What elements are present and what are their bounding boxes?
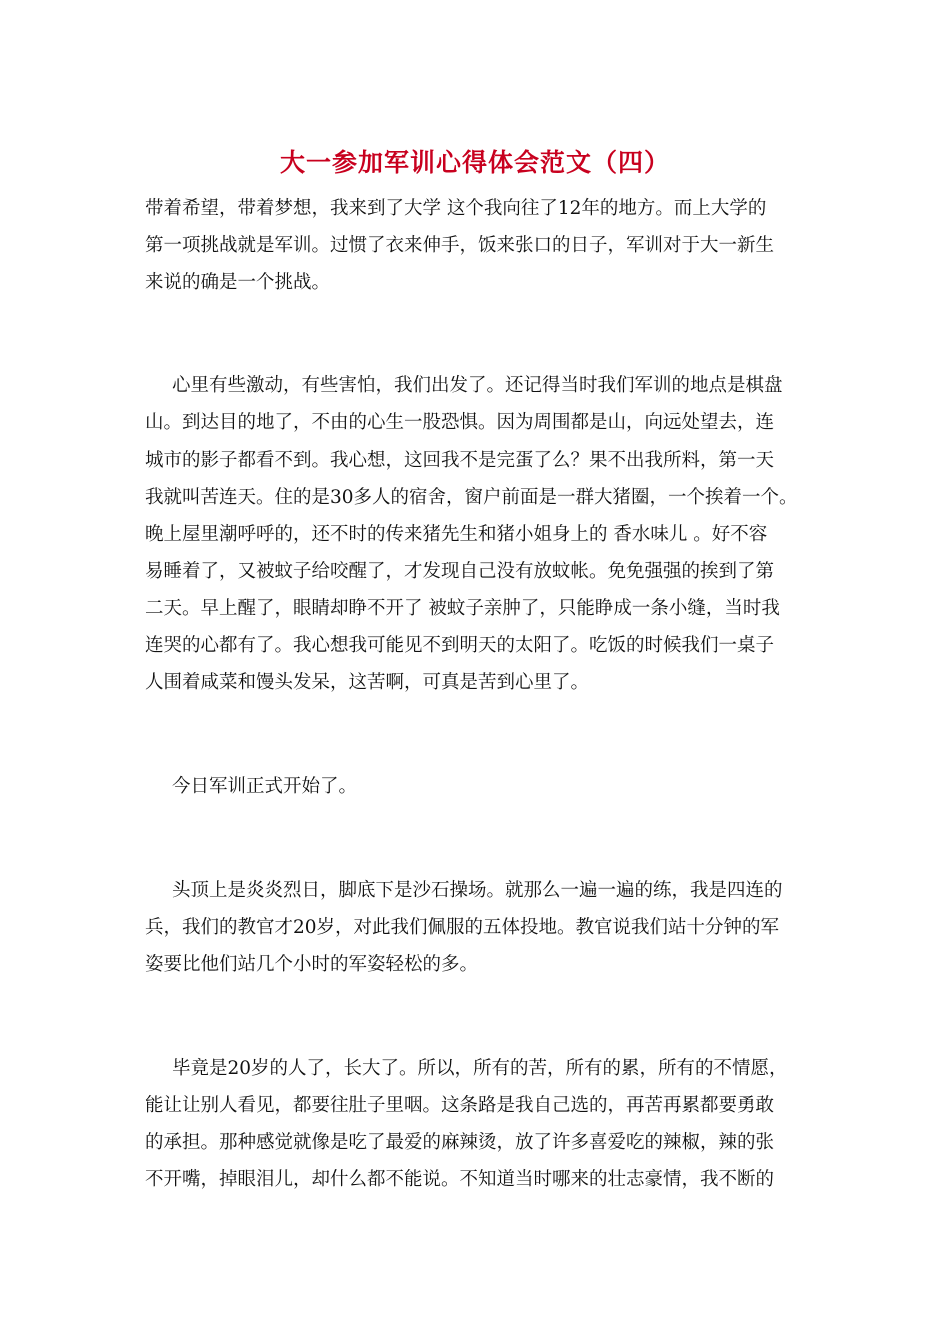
paragraph-2-line-4: 我就叫苦连天。住的是30多人的宿舍，窗户前面是一群大猪圈，一个挨着一个。 (145, 487, 798, 508)
paragraph-2-line-9: 人围着咸菜和馒头发呆，这苦啊，可真是苦到心里了。 (145, 672, 590, 693)
paragraph-2-line-3: 城市的影子都看不到。我心想，这回我不是完蛋了么？果不出我所料，第一天 (145, 450, 775, 471)
document-title: 大一参加军训心得体会范文（四） (279, 148, 670, 177)
paragraph-2-line-1: 心里有些激动，有些害怕，我们出发了。还记得当时我们军训的地点是棋盘 (172, 375, 783, 396)
paragraph-2-line-8: 连哭的心都有了。我心想我可能见不到明天的太阳了。吃饭的时候我们一桌子 (145, 635, 775, 656)
paragraph-2-line-2: 山。到达目的地了，不由的心生一股恐惧。因为周围都是山，向远处望去，连 (145, 412, 775, 433)
paragraph-2-line-7: 二天。早上醒了，眼睛却睁不开了 被蚊子亲肿了，只能睁成一条小缝，当时我 (145, 598, 780, 619)
paragraph-5-line-1: 毕竟是20岁的人了，长大了。所以，所有的苦，所有的累，所有的不情愿， (172, 1058, 788, 1079)
paragraph-1-line-3: 来说的确是一个挑战。 (145, 272, 331, 293)
paragraph-1-line-1: 带着希望，带着梦想，我来到了大学 这个我向往了12年的地方。而上大学的 (145, 198, 767, 219)
paragraph-4-line-2: 兵，我们的教官才20岁，对此我们佩服的五体投地。教官说我们站十分钟的军 (145, 917, 780, 938)
paragraph-5-line-3: 的承担。那种感觉就像是吃了最爱的麻辣烫，放了许多喜爱吃的辣椒，辣的张 (145, 1132, 775, 1153)
paragraph-3-line-1: 今日军训正式开始了。 (172, 776, 358, 797)
paragraph-5-line-4: 不开嘴，掉眼泪儿，却什么都不能说。不知道当时哪来的壮志豪情，我不断的 (145, 1169, 775, 1190)
paragraph-5-line-2: 能让让别人看见，都要往肚子里咽。这条路是我自己选的，再苦再累都要勇敢 (145, 1095, 775, 1116)
paragraph-2-line-5: 晚上屋里潮呼呼的，还不时的传来猪先生和猪小姐身上的 香水味儿 。好不容 (145, 524, 768, 545)
paragraph-2-line-6: 易睡着了，又被蚊子给咬醒了，才发现自己没有放蚊帐。免免强强的挨到了第 (145, 561, 775, 582)
paragraph-1-line-2: 第一项挑战就是军训。过惯了衣来伸手，饭来张口的日子，军训对于大一新生 (145, 235, 775, 256)
paragraph-4-line-3: 姿要比他们站几个小时的军姿轻松的多。 (145, 954, 479, 975)
paragraph-4-line-1: 头顶上是炎炎烈日，脚底下是沙石操场。就那么一遍一遍的练，我是四连的 (172, 880, 783, 901)
